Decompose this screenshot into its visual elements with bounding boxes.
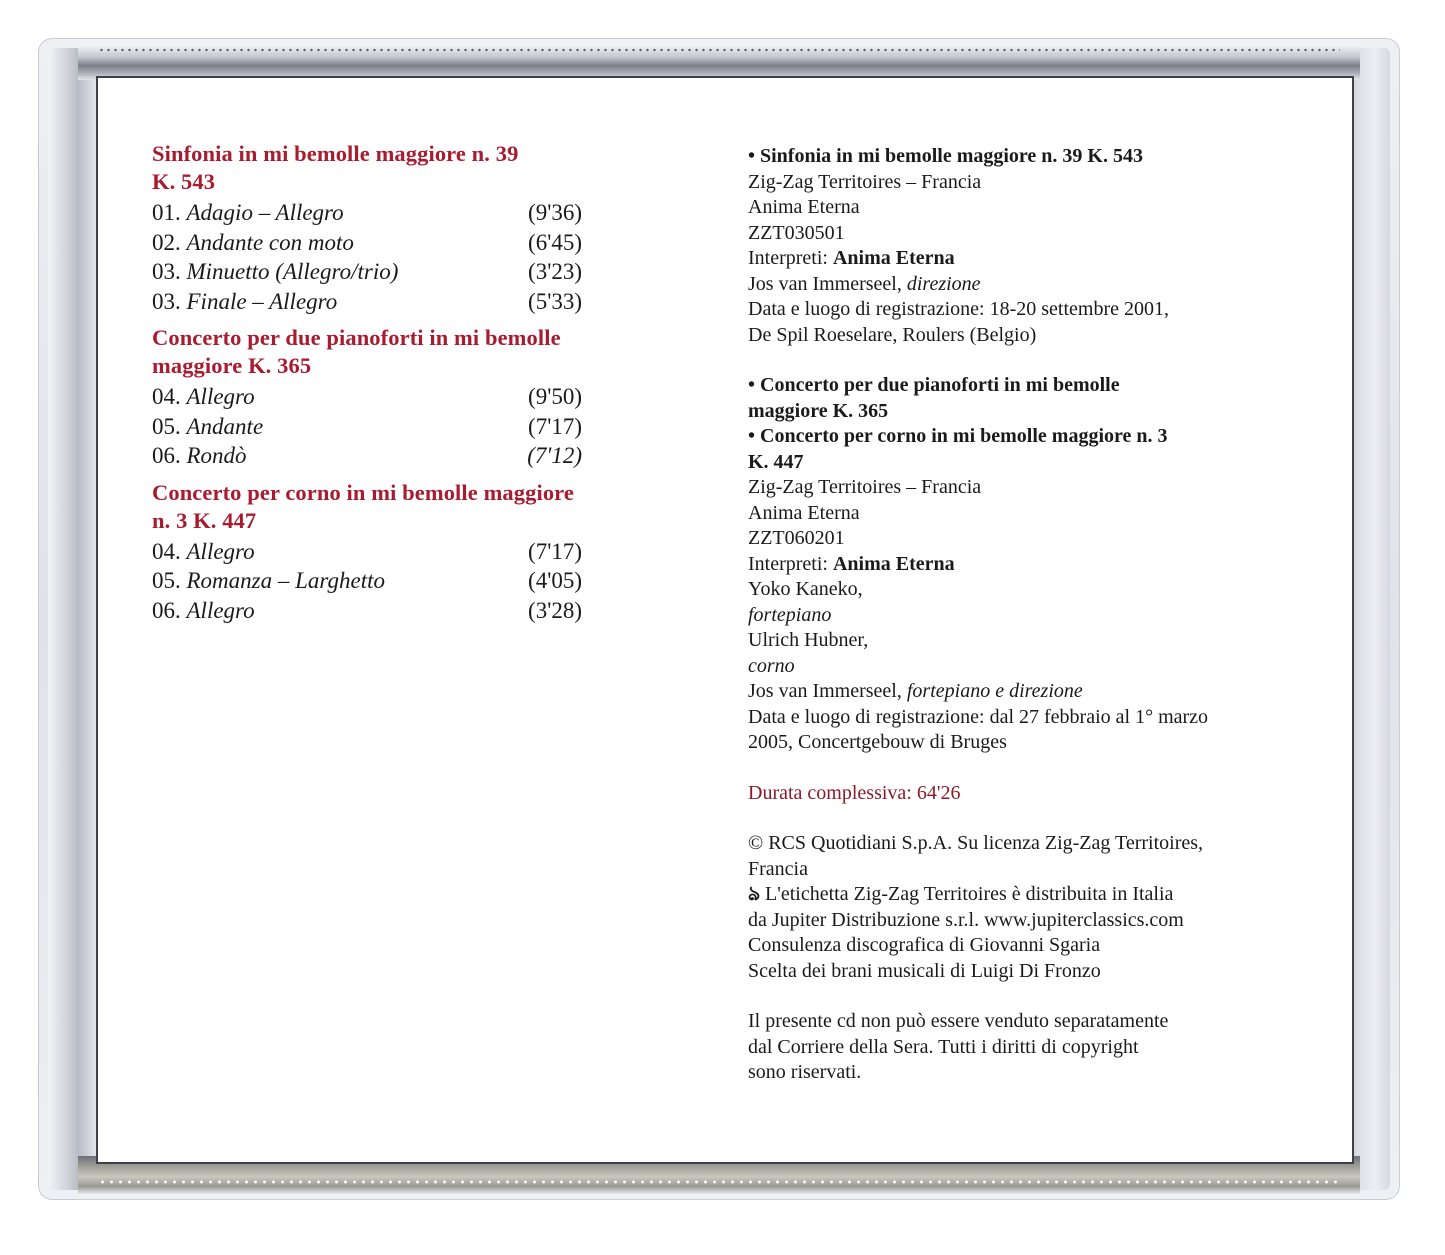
total-duration: Durata complessiva: 64'26 bbox=[748, 781, 961, 804]
record-label: Zig-Zag Territoires – Francia bbox=[748, 476, 982, 498]
tracklist bbox=[152, 140, 582, 633]
performers bbox=[748, 246, 1328, 272]
track-duration: (9'50) bbox=[528, 384, 582, 409]
soloist-name: Yoko Kaneko, bbox=[748, 578, 863, 600]
track-row bbox=[152, 441, 582, 471]
track-row bbox=[152, 228, 582, 258]
credits-heading: K. 447 bbox=[748, 450, 804, 473]
track-duration: (5'33) bbox=[528, 288, 582, 314]
back-insert bbox=[98, 78, 1352, 1162]
spacer bbox=[748, 348, 1328, 373]
spacer bbox=[748, 756, 1328, 781]
conductor-role: fortepiano e direzione bbox=[906, 680, 1083, 702]
track-name: Allegro bbox=[186, 384, 255, 409]
copyright-line: © RCS Quotidiani S.p.A. Su licenza Zig-Zag Territoires, bbox=[748, 832, 1204, 854]
work-title bbox=[152, 324, 582, 380]
work-title bbox=[152, 479, 582, 535]
track-row bbox=[152, 566, 582, 596]
track-name: Minuetto (Allegro/trio) bbox=[186, 259, 399, 284]
distribution-text: L'etichetta Zig-Zag Territoires è distribuita in Italia bbox=[760, 883, 1174, 905]
copyright-line: Francia bbox=[748, 857, 808, 880]
track-duration: (7'17) bbox=[528, 538, 582, 564]
credits-block-concertos bbox=[748, 373, 1328, 756]
disclaimer-line: Il presente cd non può essere venduto separatamente bbox=[748, 1010, 1169, 1032]
track-number: 03. bbox=[152, 259, 181, 284]
credits-heading: • Concerto per due pianoforti in mi bemolle bbox=[748, 374, 1120, 396]
track-duration: (3'23) bbox=[528, 259, 582, 284]
track-duration: (7'17) bbox=[528, 413, 582, 439]
spacer bbox=[748, 806, 1328, 831]
disclaimer-line: dal Corriere della Sera. Tutti i diritti di copyright bbox=[748, 1035, 1139, 1058]
track-name: Finale – Allegro bbox=[186, 288, 338, 314]
track-number: 06. bbox=[152, 443, 181, 468]
track-row bbox=[152, 257, 582, 287]
track-number: 04. bbox=[152, 538, 181, 564]
track-name: Adagio – Allegro bbox=[186, 200, 344, 225]
track-row bbox=[152, 382, 582, 412]
conductor bbox=[748, 272, 1328, 298]
conductor bbox=[748, 679, 1328, 705]
track-name: Andante bbox=[186, 413, 264, 439]
credits-heading: • Sinfonia in mi bemolle maggiore n. 39 K. 543 bbox=[748, 145, 1143, 167]
recording-info: Data e luogo di registrazione: dal 27 febbraio al 1° marzo bbox=[748, 705, 1209, 728]
track-list bbox=[152, 382, 582, 471]
conductor-name: Jos van Immerseel, bbox=[748, 272, 907, 295]
track-row bbox=[152, 287, 582, 317]
work-title bbox=[152, 140, 582, 196]
track-row bbox=[152, 412, 582, 442]
track-number: 02. bbox=[152, 229, 181, 255]
track-number: 05. bbox=[152, 568, 181, 593]
recording-info: Data e luogo di registrazione: 18-20 settembre 2001, bbox=[748, 298, 1169, 320]
distribution-line bbox=[748, 882, 1328, 908]
case-rail-top bbox=[78, 44, 1360, 80]
track-name: Allegro bbox=[186, 538, 255, 564]
consultant-line: Consulenza discografica di Giovanni Sgaria bbox=[748, 934, 1101, 956]
disclaimer-block bbox=[748, 1009, 1328, 1086]
recording-info: 2005, Concertgebouw di Bruges bbox=[748, 731, 1007, 753]
track-duration: (9'36) bbox=[528, 200, 582, 225]
credits bbox=[748, 144, 1328, 1086]
track-list bbox=[152, 198, 582, 316]
selection-line: Scelta dei brani musicali di Luigi Di Fronzo bbox=[748, 959, 1101, 982]
work-horn-concerto-k447 bbox=[152, 479, 582, 626]
track-number: 03. bbox=[152, 288, 181, 314]
catalog-number: ZZT060201 bbox=[748, 527, 845, 549]
distribution-line: da Jupiter Distribuzione s.r.l. www.jupiterclassics.com bbox=[748, 908, 1184, 931]
work-symphony-39 bbox=[152, 140, 582, 316]
performers bbox=[748, 552, 1328, 578]
work-title-line: Concerto per due pianoforti in mi bemolle bbox=[152, 325, 561, 350]
soloist-name: Ulrich Hubner, bbox=[748, 629, 869, 651]
disclaimer-line: sono riservati. bbox=[748, 1061, 862, 1083]
track-row bbox=[152, 198, 582, 228]
track-row bbox=[152, 596, 582, 626]
track-number: 04. bbox=[152, 384, 181, 409]
credits-heading: • Concerto per corno in mi bemolle maggiore n. 3 bbox=[748, 425, 1168, 447]
track-duration: (3'28) bbox=[528, 597, 582, 623]
track-name: Allegro bbox=[186, 597, 255, 623]
track-number: 01. bbox=[152, 200, 181, 225]
recording-info: De Spil Roeselare, Roulers (Belgio) bbox=[748, 323, 1037, 346]
performers-label: Interpreti: bbox=[748, 552, 833, 575]
performers-label: Interpreti: bbox=[748, 247, 833, 269]
track-number: 05. bbox=[152, 413, 181, 439]
credits-heading: maggiore K. 365 bbox=[748, 399, 889, 422]
track-row bbox=[152, 537, 582, 567]
ensemble: Anima Eterna bbox=[748, 196, 860, 218]
catalog-number: ZZT030501 bbox=[748, 221, 845, 244]
conductor-name: Jos van Immerseel, bbox=[748, 680, 907, 702]
track-name: Rondò bbox=[186, 443, 247, 468]
track-name: Romanza – Larghetto bbox=[186, 568, 385, 593]
performers-value: Anima Eterna bbox=[832, 247, 955, 269]
track-duration: (4'05) bbox=[528, 568, 582, 593]
copyright-block bbox=[748, 831, 1328, 984]
track-duration: (7'12) bbox=[527, 443, 582, 468]
work-title-line: Concerto per corno in mi bemolle maggiore bbox=[152, 479, 574, 505]
track-number: 06. bbox=[152, 597, 181, 623]
soloist-role: fortepiano bbox=[748, 603, 832, 626]
ensemble: Anima Eterna bbox=[748, 501, 860, 524]
work-title-line: K. 543 bbox=[152, 169, 216, 194]
conductor-role: direzione bbox=[906, 272, 981, 295]
work-concerto-k365 bbox=[152, 324, 582, 471]
track-name: Andante con moto bbox=[186, 229, 354, 255]
spacer bbox=[748, 984, 1328, 1009]
case-hinge-left bbox=[48, 48, 98, 1190]
work-title-line: Sinfonia in mi bemolle maggiore n. 39 bbox=[152, 141, 519, 166]
track-list bbox=[152, 537, 582, 626]
soloist-role: corno bbox=[748, 654, 795, 677]
work-title-line: maggiore K. 365 bbox=[152, 353, 312, 378]
label-logo-icon: ঌ bbox=[748, 883, 761, 905]
track-duration: (6'45) bbox=[528, 229, 582, 255]
record-label: Zig-Zag Territoires – Francia bbox=[748, 170, 982, 193]
credits-block-symphony bbox=[748, 144, 1328, 348]
work-title-line: n. 3 K. 447 bbox=[152, 507, 257, 533]
performers-value: Anima Eterna bbox=[832, 552, 955, 575]
